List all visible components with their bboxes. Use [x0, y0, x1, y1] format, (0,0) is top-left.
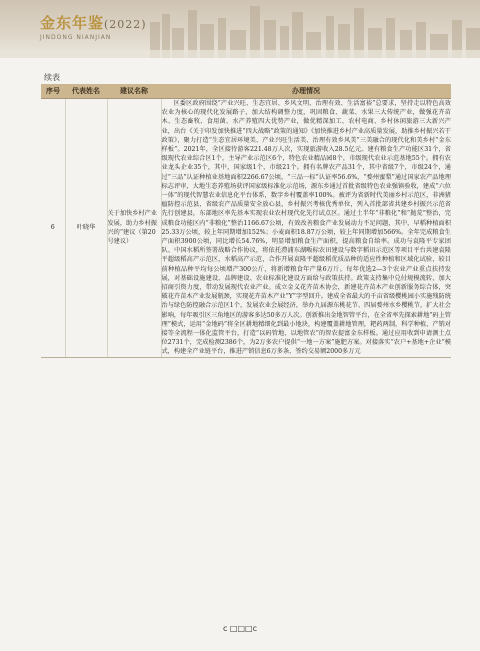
yearbook-subtitle: JINDONG NIANJIAN — [40, 34, 112, 41]
page-header-band — [0, 0, 480, 58]
representative-name: 叶晓华 — [65, 99, 107, 358]
column-header-name: 代表姓名 — [65, 84, 107, 99]
yearbook-year: (2022) — [104, 18, 147, 31]
table-header-row — [41, 84, 451, 99]
proposal-title: 关于加快乡村产业发展，助力乡村振兴的“建议（第20号建议） — [107, 99, 161, 358]
yearbook-title-block — [40, 12, 147, 41]
handling-status-cell — [161, 99, 451, 358]
column-header-number: 序号 — [41, 84, 65, 99]
row-number: 6 — [41, 99, 65, 358]
proposal-table — [41, 84, 451, 358]
yearbook-title: 金东年鉴(2022) — [40, 14, 147, 32]
continued-label: 续表 — [44, 73, 60, 82]
column-header-proposal: 建议名称 — [107, 84, 161, 99]
column-header-status: 办理情况 — [161, 84, 451, 99]
handling-status-text: 区委区政府围绕“产业兴旺、生态宜居、乡风文明、治理有效、生活富裕”总要求，坚持走以特色高效农业为核心的现代化发展路子，加大结构调整力度，巩固粮食、蔬菜、水果三大传统产业，做强花卉苗木、生态畜牧、食用菌、水产养殖四大优势产业，做优精深加工、农村电商、乡村休闲旅游三大新兴产业，出台《关于印发加快推进“四大战略”政策的通知》《加快推进乡村产业高质量发展，助推乡村振兴若干政策》，聚力打造“生态宜居环境美、产业兴旺生活美、治理有效乡风美”三美融合的现代化和美乡村“金东样板”。2021年，全区接待游客221.48万人次，实现旅游收入28.5亿元。建有粮食生产功能区31个，省级现代农业综合区1个，主导产业示范区6个，特色农业精品园8个，市级现代农业示范基地55个。拥有农业龙头企业35个，其中，国家级1个，市级21个。拥有名牌农产品31个，其中省级7个，市级24个，通过“三品”认证种植业基地面积2266.67公顷，“三品一标”认证率56.6%，“婺州蜜梨”通过国家农产品地理标志评审，大地生态养殖场获评国家级标准化示范场，源东乡通过首批省级特色农业强镇验收，建成“六位一体”的现代智慧农业信息化平台体系，数字乡村覆盖率100%。被评为省新时代美丽乡村示范区，非洲猪瘟防控示范县，省级农产品质量安全放心县，乡村振兴考核优秀单位，列入首批部省共建乡村振兴示范省先行创建县，东部地区率先基本实现农业农村现代化先行试点区。通过土半年“非粮化”和“抛荒”整治，完成粮食功能区内“非粮化”整治1166.67公顷，有效改善粮食产业发展动力不足问题，其中，早稻种植面积25.33万公顷，较上年同期增加152%；小麦面积18.87万公顷，较上年同期增加566%。全年完成粮食生产面积3900公顷，同比增长54.76%，明显增加粮食生产面积，提高粮食自给率。成功与袁隆平专家团队、中国水稻所签署战略合作协议，将依托澧浦东湖畈标农田建设与数字稻田示范区等项目平台共建袁隆平超级稻高产示范区，水稻高产示范，合作开展袁隆平超级稻优质品种的适应性种植和区域化试验，较目前种植品种平均每公顷增产300公斤，将新增粮食年产量6万斤。每年优选2—3个农业产业重点扶持发展，对基础设施建设、品牌建设、农业标准化建设方面给与政策扶持。政策支持集中兑付规模流转，加大招商引资力度，带动发展现代农业产业。成立金义花卉苗木协会，新建花卉苗木产业创新服务综合体，突破花卉苗木产业发展瓶颈，实现花卉苗木产业“Y”字型回升。建成全省最大的千亩省级樱桃园小实施残防统治与绿色防控融合示范区1个，发展农业会展经济，举办九届源东桃花节、四届婺州水乡樱桃节，扩大社会影响，每年吸引区三角地区的游客多达50多万人次。创新推出金地智管平台，在全省率先探索耕地“码上管理”模式，运用“金地码”将全区耕地精细化到最小地块，构建覆盖耕地管理，耙药两制，科学种植、产销对接等全流程一体化监管平台，打造“以码管地、以地管农”的智农提富金东样板。通过应用收到申请测土点位2731个，完成检测2386个，为2万多农户提供“一地一方案”施肥方案。对接落实“农户+基地+企业”模式，构建全产业链平台，推进产销信息6万多条，签约交易额2000多万元 — [161, 100, 451, 356]
table-row — [41, 99, 451, 358]
page-footer: c □□□c — [222, 624, 257, 633]
